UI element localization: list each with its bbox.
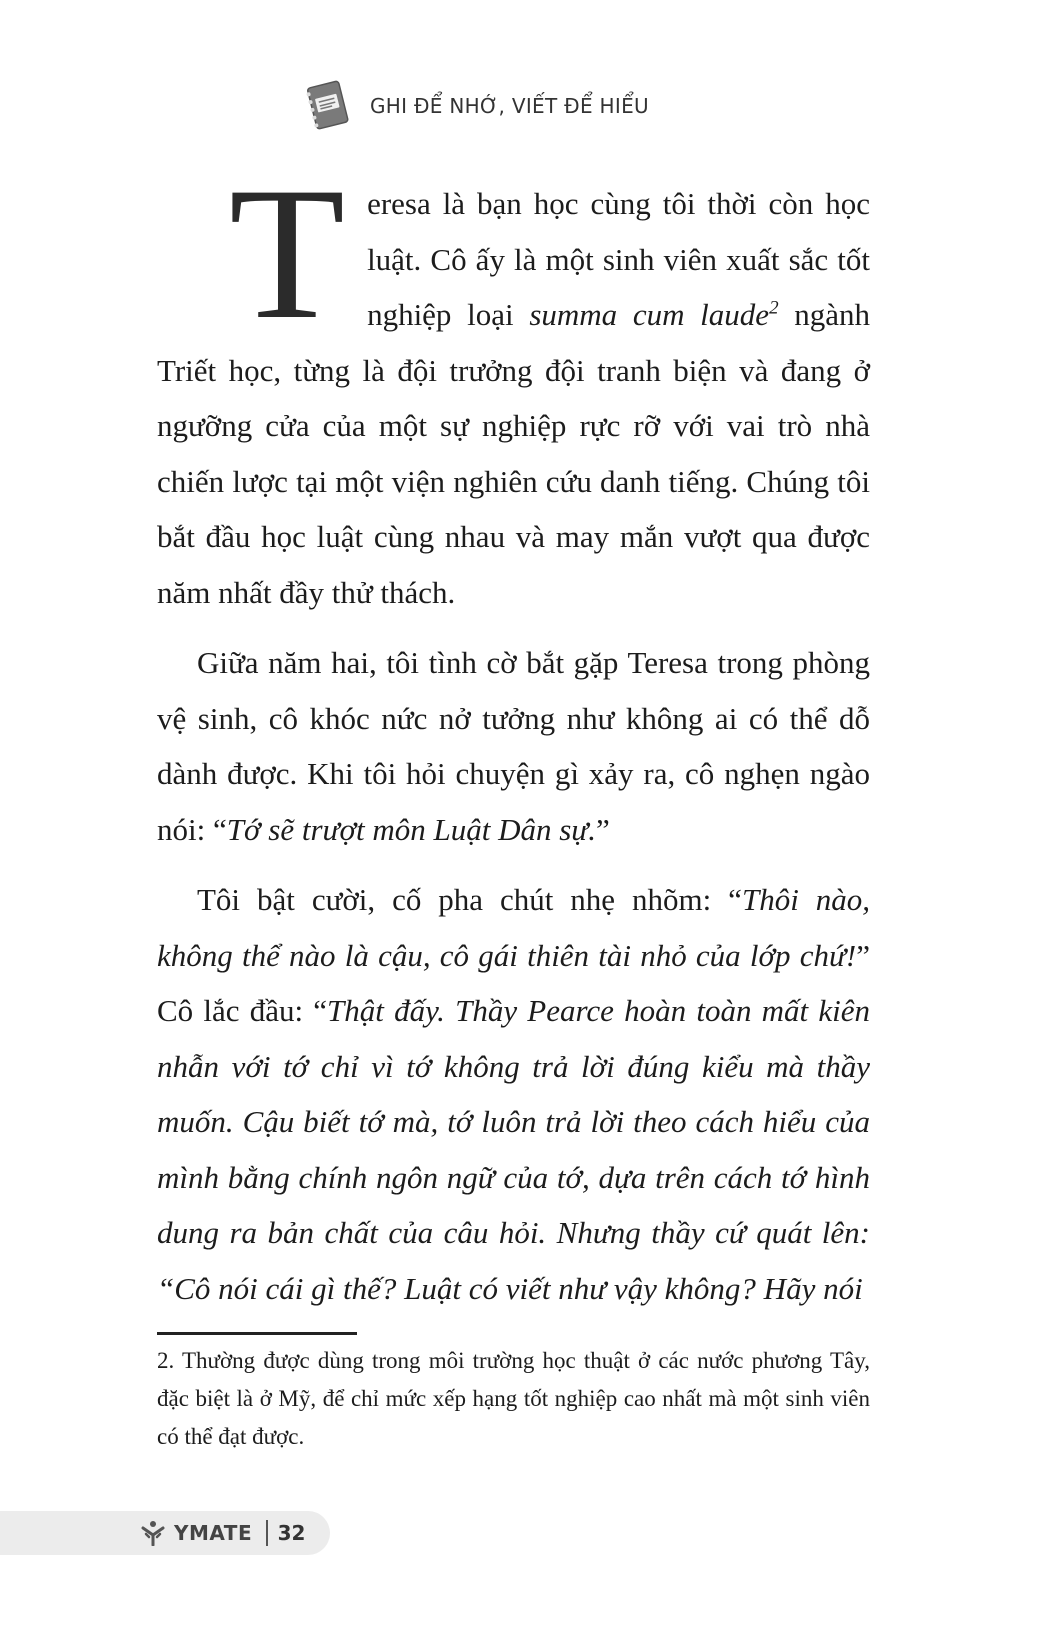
notebook-icon: [300, 78, 356, 134]
drop-cap: T: [229, 149, 346, 359]
paragraph-2-close: ”: [595, 811, 610, 847]
footnote-divider: [157, 1332, 357, 1335]
paragraph-3-quote-a: Thôi nào, không thể nào là cậu, cô gái thiên tài nhỏ của lớp chứ!: [157, 882, 871, 973]
paragraph-3: [157, 872, 870, 1316]
paragraph-3-text-a: Tôi bật cười, cố pha chút nhẹ nhõm: “: [197, 882, 742, 917]
paragraph-1: [157, 149, 871, 620]
latin-term: summa cum laude: [529, 297, 770, 332]
brand-name: YMATE: [174, 1521, 253, 1545]
paragraph-1-text-b: ngành Triết học, từng là đội trưởng đội tranh biện và đang ở ngưỡng cửa của một sự nghiệp rực rỡ với vai trò nhà chiến lược tại một viện nghiên cứu danh tiếng. Chúng tôi bắt đầu học luật cùng nhau và may mắn vượt qua được năm nhất đầy thử thách.: [157, 297, 871, 610]
running-head-title: GHI ĐỂ NHỚ, VIẾT ĐỂ HIỂU: [370, 94, 649, 118]
page-number: 32: [277, 1521, 306, 1545]
ymate-logo-icon: [140, 1520, 166, 1546]
paragraph-3-text-b: ” Cô lắc đầu: “: [157, 937, 870, 1028]
paragraph-2-quote: Tớ sẽ trượt môn Luật Dân sự.: [226, 811, 596, 847]
running-header: [300, 78, 649, 134]
footnote-reference[interactable]: 2: [769, 297, 779, 319]
paragraph-1-text-a: eresa là bạn học cùng tôi thời còn học luật. Cô ấy là một sinh viên xuất sắc tốt nghiệp loại: [367, 186, 870, 332]
footnote: 2. Thường được dùng trong môi trường học thuật ở các nước phương Tây, đặc biệt là ở Mỹ, để chỉ mức xếp hạng tốt nghiệp cao nhất mà một sinh viên có thể đạt được.: [157, 1348, 870, 1449]
footer-separator: [266, 1520, 268, 1546]
body-text: [157, 149, 871, 1316]
paragraph-2-text: Giữa năm hai, tôi tình cờ bắt gặp Teresa trong phòng vệ sinh, cô khóc nức nở tưởng như không ai có thể dỗ dành được. Khi tôi hỏi chuyện gì xảy ra, cô nghẹn ngào nói: “: [157, 645, 870, 847]
page-footer: [0, 1511, 330, 1555]
paragraph-2: [157, 635, 870, 857]
paragraph-3-quote-b: Thật đấy. Thầy Pearce hoàn toàn mất kiên nhẫn với tớ chỉ vì tớ không trả lời đúng kiểu mà thầy muốn. Cậu biết tớ mà, tớ luôn trả lời theo cách hiểu của mình bằng chính ngôn ngữ của tớ, dựa trên cách tớ hình dung ra bản chất của câu hỏi. Nhưng thầy cứ quát lên: “Cô nói cái gì thế? Luật có viết như vậy không? Hãy nói: [157, 993, 870, 1306]
